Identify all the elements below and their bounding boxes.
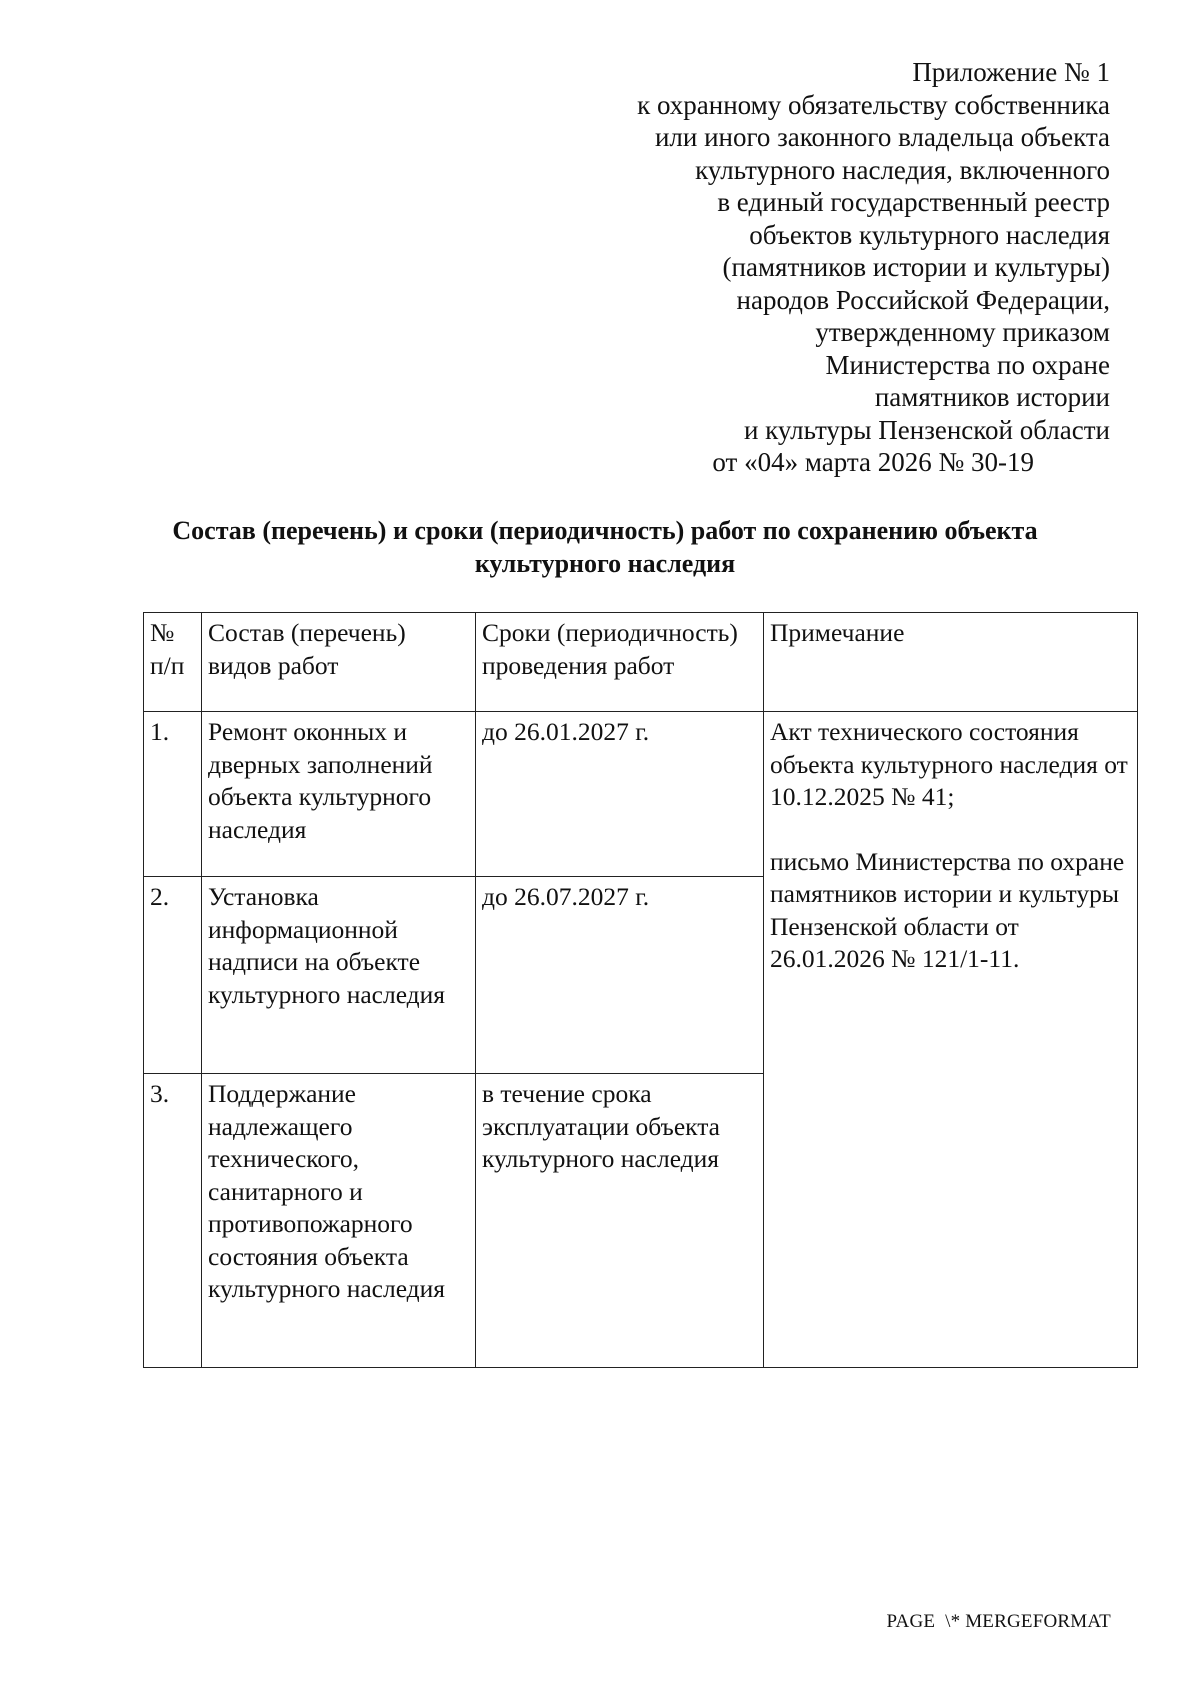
appendix-line: Приложение № 1 xyxy=(912,57,1110,87)
table-row xyxy=(144,712,1138,877)
header-work: Состав (перечень) видов работ xyxy=(202,613,476,712)
appendix-line: культурного наследия, включенного xyxy=(695,154,1110,185)
appendix-line: памятников истории xyxy=(874,382,1110,412)
header-term: Сроки (периодичность) проведения работ xyxy=(476,613,764,712)
header-num: № п/п xyxy=(144,613,202,712)
row-term: до 26.07.2027 г. xyxy=(476,877,764,1074)
appendix-line: к охранному обязательству собственника xyxy=(637,89,1110,120)
appendix-line: или иного законного владельца объекта xyxy=(654,122,1110,152)
appendix-line: народов Российской Федерации, xyxy=(736,284,1110,315)
appendix-line: Министерства по охране xyxy=(825,349,1110,380)
row-work: Поддержание надлежащего технического, санитарного и противопожарного состояния объекта культурного наследия xyxy=(202,1074,476,1368)
appendix-line: утвержденному приказом xyxy=(815,317,1110,347)
appendix-line: объектов культурного наследия xyxy=(749,219,1110,250)
row-work: Установка информационной надписи на объекте культурного наследия xyxy=(202,877,476,1074)
note-spacer xyxy=(770,814,1131,846)
appendix-line: в единый государственный реестр xyxy=(717,187,1110,217)
row-term: до 26.01.2027 г. xyxy=(476,712,764,877)
table-header-row xyxy=(144,613,1138,712)
note-paragraph-2: письмо Министерства по охране памятников истории и культуры Пензенской области от 26.01.2026 № 121/1-11. xyxy=(770,846,1125,973)
title-line-2: культурного наследия xyxy=(474,549,736,578)
title-line-1: Состав (перечень) и сроки (периодичность) работ по сохранению объекта xyxy=(172,516,1038,545)
appendix-line: и культуры Пензенской области xyxy=(743,414,1110,445)
works-table xyxy=(143,612,1138,1368)
appendix-heading xyxy=(470,56,1110,479)
page-footer-field: PAGE \* MERGEFORMAT xyxy=(886,1611,1111,1632)
document-title xyxy=(100,514,1110,580)
row-num: 1. xyxy=(144,712,202,877)
note-cell xyxy=(764,712,1138,1368)
appendix-line: (памятников истории и культуры) xyxy=(722,252,1110,282)
row-num: 3. xyxy=(144,1074,202,1368)
row-work: Ремонт оконных и дверных заполнений объекта культурного наследия xyxy=(202,712,476,877)
appendix-order-date: от «04» марта 2026 № 30-19 xyxy=(712,447,1034,477)
row-num: 2. xyxy=(144,877,202,1074)
row-term: в течение срока эксплуатации объекта культурного наследия xyxy=(476,1074,764,1368)
header-note: Примечание xyxy=(764,613,1138,712)
note-paragraph-1: Акт технического состояния объекта культурного наследия от 10.12.2025 № 41; xyxy=(770,717,1128,811)
